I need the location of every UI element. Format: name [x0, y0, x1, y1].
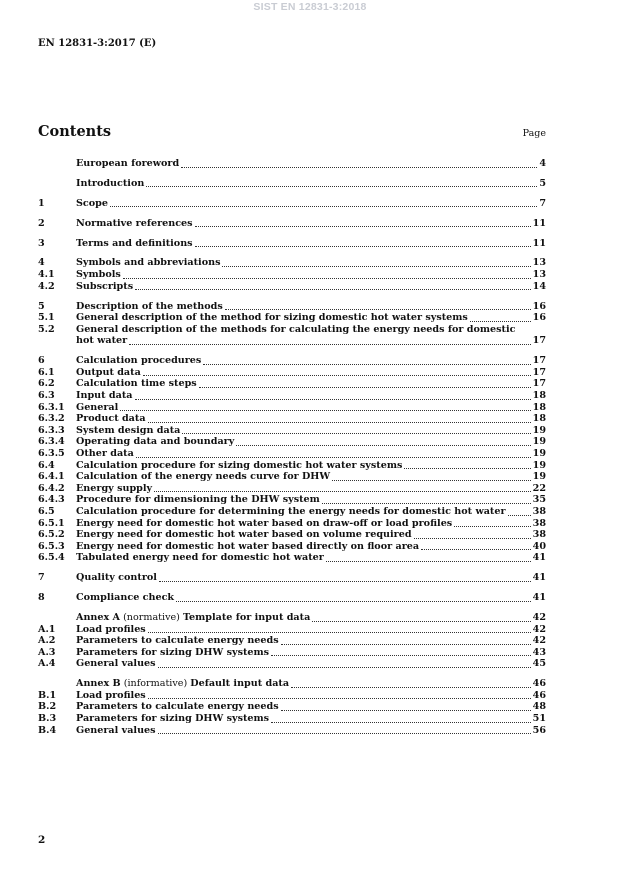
toc-entry-page: 51 [532, 713, 546, 725]
toc-entry-page: 19 [532, 447, 546, 459]
toc-entry-page: 19 [532, 424, 546, 436]
dot-leader [291, 686, 531, 688]
toc-entry-page: 45 [532, 658, 546, 670]
toc-entry-number: 5.2 [38, 323, 55, 335]
dot-leader [322, 502, 531, 504]
dot-leader [281, 709, 531, 711]
annex-title: Default input data [190, 678, 290, 690]
toc-entry[interactable] [38, 425, 546, 437]
toc-entry-number: 7 [38, 572, 45, 584]
dot-leader [120, 409, 530, 411]
toc-entry-number: 6.4.3 [38, 494, 65, 506]
toc-entry-number: 6.3 [38, 389, 55, 401]
toc-entry-page: 46 [532, 678, 546, 690]
toc-entry-number: 6.3.2 [38, 413, 65, 425]
dot-leader [470, 320, 531, 322]
dot-leader [181, 166, 537, 168]
toc-entry-page: 19 [532, 459, 546, 471]
toc-entry[interactable] [38, 612, 546, 624]
toc-entry-page: 38 [532, 517, 546, 529]
dot-leader [332, 479, 530, 481]
dot-leader [136, 456, 531, 458]
toc-entry-number: 8 [38, 592, 45, 604]
toc-entry-page: 42 [532, 623, 546, 635]
toc-entry-page: 14 [532, 280, 546, 292]
toc-entry-title: Input data [76, 389, 133, 401]
toc-entry-number: 5 [38, 300, 45, 312]
toc-entry[interactable] [38, 269, 546, 281]
toc-entry[interactable] [38, 402, 546, 414]
dot-leader [129, 343, 530, 345]
toc-entry[interactable] [38, 367, 546, 379]
toc-entry-title: General values [76, 724, 156, 736]
toc-entry-number: 6.1 [38, 366, 55, 378]
toc-entry-number: 5.1 [38, 312, 55, 324]
toc-entry-page: 46 [532, 689, 546, 701]
annex-status: (normative) [120, 611, 183, 623]
toc-entry[interactable] [38, 448, 546, 460]
toc-entry-title: General values [76, 658, 156, 670]
toc-entry-page: 16 [532, 300, 546, 312]
toc-entry-title: System design data [76, 424, 181, 436]
watermark: SIST EN 12831-3:2018 [253, 1, 367, 13]
toc-entry-number: 6.5.3 [38, 540, 65, 552]
toc-entry[interactable] [38, 355, 546, 367]
annex-title: Template for input data [182, 611, 311, 623]
toc-entry[interactable] [38, 658, 546, 670]
toc-entry-page: 7 [539, 197, 546, 209]
toc-entry-page: 38 [532, 529, 546, 541]
toc-entry-page: 19 [532, 471, 546, 483]
toc-entry-number: 6.2 [38, 378, 55, 390]
toc-entry-page: 22 [532, 482, 546, 494]
toc-entry[interactable] [38, 572, 546, 584]
annex-label: Annex A [76, 611, 121, 623]
toc-entry[interactable] [38, 713, 546, 725]
toc-entry-page: 19 [532, 436, 546, 448]
dot-leader [135, 288, 531, 290]
toc-entry-title: Terms and definitions [76, 237, 193, 249]
toc-entry[interactable] [38, 413, 546, 425]
toc-entry[interactable] [38, 312, 546, 324]
dot-leader [182, 432, 530, 434]
toc-entry[interactable] [38, 198, 546, 210]
toc-entry-page: 42 [532, 611, 546, 623]
dot-leader [281, 643, 531, 645]
toc-entry[interactable] [38, 678, 546, 690]
toc-entry-page: 4 [539, 158, 546, 169]
toc-entry[interactable] [38, 483, 546, 495]
toc-entry-title: Calculation procedure for sizing domestic hot water systems [76, 459, 403, 471]
toc-entry-number: 4 [38, 257, 45, 269]
dot-leader [148, 421, 531, 423]
toc-entry-number: 4.2 [38, 280, 55, 292]
toc-entry[interactable] [38, 238, 546, 250]
toc-entry-page: 18 [532, 401, 546, 413]
toc-entry-page: 13 [532, 269, 546, 281]
toc-entry[interactable] [38, 541, 546, 553]
dot-leader [203, 363, 530, 365]
annex-label: Annex B [76, 678, 121, 690]
toc-entry-title: Output data [76, 366, 141, 378]
toc-entry-number: 2 [38, 217, 45, 229]
toc-entry-title: Operating data and boundary [76, 436, 235, 448]
toc-entry-page: 40 [532, 540, 546, 552]
toc-entry-title: Energy need for domestic hot water based directly on floor area [76, 540, 420, 552]
toc-entry-page: 17 [532, 355, 546, 367]
document-id: EN 12831-3:2017 (E) [38, 38, 157, 49]
dot-leader [135, 398, 531, 400]
dot-leader [148, 697, 531, 699]
toc-entry-number: B.1 [38, 689, 57, 701]
toc-entry-number: 6.5.1 [38, 517, 65, 529]
toc-entry[interactable] [38, 725, 546, 737]
toc-entry-title: Parameters for sizing DHW systems [76, 713, 270, 725]
dot-leader [326, 560, 531, 562]
toc-entry-page: 56 [532, 724, 546, 736]
toc-entry-number: 6.4 [38, 459, 55, 471]
toc-entry[interactable] [38, 301, 546, 313]
contents-title: Contents [38, 123, 112, 140]
toc-entry[interactable] [38, 335, 546, 347]
toc-entry-title [76, 678, 289, 690]
toc-entry[interactable] [38, 624, 546, 636]
toc-entry[interactable] [38, 529, 546, 541]
dot-leader [110, 205, 537, 207]
toc-entry-title: General [76, 401, 119, 413]
toc-entry-page: 41 [532, 572, 546, 584]
toc-entry-title: Parameters to calculate energy needs [76, 701, 279, 713]
toc-entry-page: 18 [532, 389, 546, 401]
toc-entry-number: B.4 [38, 724, 57, 736]
toc-entry-number: 6.3.3 [38, 424, 65, 436]
toc-entry[interactable] [38, 460, 546, 472]
toc-entry-number: 1 [38, 197, 45, 209]
toc-entry-page: 42 [532, 635, 546, 647]
toc-entry-title: Parameters for sizing DHW systems [76, 646, 270, 658]
toc-entry-page: 11 [532, 237, 546, 249]
toc-entry-page: 11 [532, 217, 546, 229]
toc-entry-title: Normative references [76, 217, 193, 229]
toc-entry-number: A.3 [38, 646, 56, 658]
toc-entry[interactable] [38, 518, 546, 530]
dot-leader [222, 265, 530, 267]
toc-entry-title: European foreword [76, 158, 180, 169]
toc-entry[interactable] [38, 635, 546, 647]
toc-entry-page: 17 [532, 335, 546, 347]
toc-entry-number: B.2 [38, 701, 57, 713]
toc-entry-title: Product data [76, 413, 146, 425]
toc-entry-page: 16 [532, 312, 546, 324]
toc-entry-title: Parameters to calculate energy needs [76, 635, 279, 647]
dot-leader [159, 580, 531, 582]
dot-leader [508, 514, 531, 516]
toc-entry-number: A.1 [38, 623, 56, 635]
toc-entry-title: Calculation time steps [76, 378, 197, 390]
dot-leader [158, 732, 531, 734]
toc-entry[interactable] [38, 281, 546, 293]
toc-entry-page: 35 [532, 494, 546, 506]
toc-entry-page: 13 [532, 257, 546, 269]
toc-entry-title: General description of the methods for calculating the energy needs for domestic [76, 323, 516, 335]
dot-leader [123, 277, 531, 279]
toc-entry-title [76, 612, 310, 624]
toc-entry[interactable] [38, 178, 546, 190]
toc-entry-title: Compliance check [76, 592, 175, 604]
dot-leader [454, 525, 530, 527]
toc-entry-number: 4.1 [38, 269, 55, 281]
dot-leader [143, 374, 531, 376]
toc-entry-number: 6.5 [38, 505, 55, 517]
toc-entry-title: Energy need for domestic hot water based on volume required [76, 529, 412, 541]
toc-entry[interactable] [38, 506, 546, 518]
toc-entry-title: Tabulated energy need for domestic hot water [76, 552, 324, 564]
toc-entry-number: 6 [38, 355, 45, 367]
dot-leader [414, 537, 531, 539]
toc-entry-title: Energy supply [76, 482, 153, 494]
dot-leader [195, 245, 531, 247]
dot-leader [271, 654, 531, 656]
toc-entry-number: 6.4.2 [38, 482, 65, 494]
toc-entry[interactable] [38, 690, 546, 702]
toc-entry[interactable] [38, 436, 546, 448]
toc-entry-number: 6.5.4 [38, 552, 65, 564]
toc-entry-title: Introduction [76, 177, 145, 189]
toc-entry-title: Subscripts [76, 280, 134, 292]
toc-entry[interactable] [38, 471, 546, 483]
dot-leader [404, 467, 530, 469]
toc-entry-page: 48 [532, 701, 546, 713]
annex-status: (informative) [120, 678, 191, 690]
toc-entry-title: Energy need for domestic hot water based on draw-off or load profiles [76, 517, 453, 529]
toc-entry-page: 18 [532, 413, 546, 425]
toc-entry-title: General description of the method for sizing domestic hot water systems [76, 312, 468, 324]
toc-entry-title: Description of the methods [76, 300, 223, 312]
toc-entry-number: 6.5.2 [38, 529, 65, 541]
toc-entry[interactable] [38, 378, 546, 390]
dot-leader [176, 600, 531, 602]
toc-entry[interactable] [38, 218, 546, 230]
toc-entry-number: A.2 [38, 635, 56, 647]
toc-entry[interactable] [38, 592, 546, 604]
toc-entry-page: 38 [532, 505, 546, 517]
toc-entry-title: Load profiles [76, 689, 146, 701]
toc-entry-title: Procedure for dimensioning the DHW system [76, 494, 320, 506]
toc-entry-page: 17 [532, 378, 546, 390]
dot-leader [225, 308, 531, 310]
toc-entry-page: 41 [532, 552, 546, 564]
dot-leader [154, 490, 531, 492]
toc-entry[interactable] [38, 390, 546, 402]
dot-leader [148, 631, 531, 633]
toc-entry[interactable] [38, 257, 546, 269]
toc-entry-page: 17 [532, 366, 546, 378]
toc-entry-title: Calculation procedures [76, 355, 202, 367]
toc-entry[interactable] [38, 494, 546, 506]
toc-entry-title: Quality control [76, 572, 157, 584]
table-of-contents [38, 158, 546, 736]
toc-entry[interactable] [38, 324, 546, 336]
toc-entry-number: 6.3.4 [38, 436, 65, 448]
dot-leader [199, 386, 531, 388]
toc-entry-title: Load profiles [76, 623, 146, 635]
toc-entry[interactable] [38, 158, 546, 170]
toc-entry-title: Symbols and abbreviations [76, 257, 221, 269]
toc-entry-title: Symbols [76, 269, 121, 281]
dot-leader [236, 444, 530, 446]
toc-entry-number: 6.3.1 [38, 401, 65, 413]
toc-entry-title: Scope [76, 197, 108, 209]
toc-entry-page: 41 [532, 592, 546, 604]
dot-leader [271, 721, 531, 723]
dot-leader [195, 225, 531, 227]
toc-entry[interactable] [38, 647, 546, 659]
toc-entry-number: 6.4.1 [38, 471, 65, 483]
dot-leader [312, 620, 530, 622]
toc-entry[interactable] [38, 552, 546, 564]
toc-entry-title: Other data [76, 447, 134, 459]
toc-entry-page: 43 [532, 646, 546, 658]
dot-leader [158, 666, 531, 668]
dot-leader [146, 185, 537, 187]
toc-entry-number: A.4 [38, 658, 56, 670]
toc-entry-title: hot water [76, 335, 128, 347]
page-column-label: Page [522, 128, 546, 139]
toc-entry-page: 5 [539, 177, 546, 189]
toc-entry-title: Calculation of the energy needs curve for DHW [76, 471, 331, 483]
toc-entry-number: 6.3.5 [38, 447, 65, 459]
dot-leader [421, 548, 531, 550]
toc-entry-title: Calculation procedure for determining the energy needs for domestic hot water [76, 505, 506, 517]
toc-entry[interactable] [38, 701, 546, 713]
toc-entry-number: B.3 [38, 713, 57, 725]
page-number: 2 [38, 834, 46, 846]
toc-entry-number: 3 [38, 237, 45, 249]
